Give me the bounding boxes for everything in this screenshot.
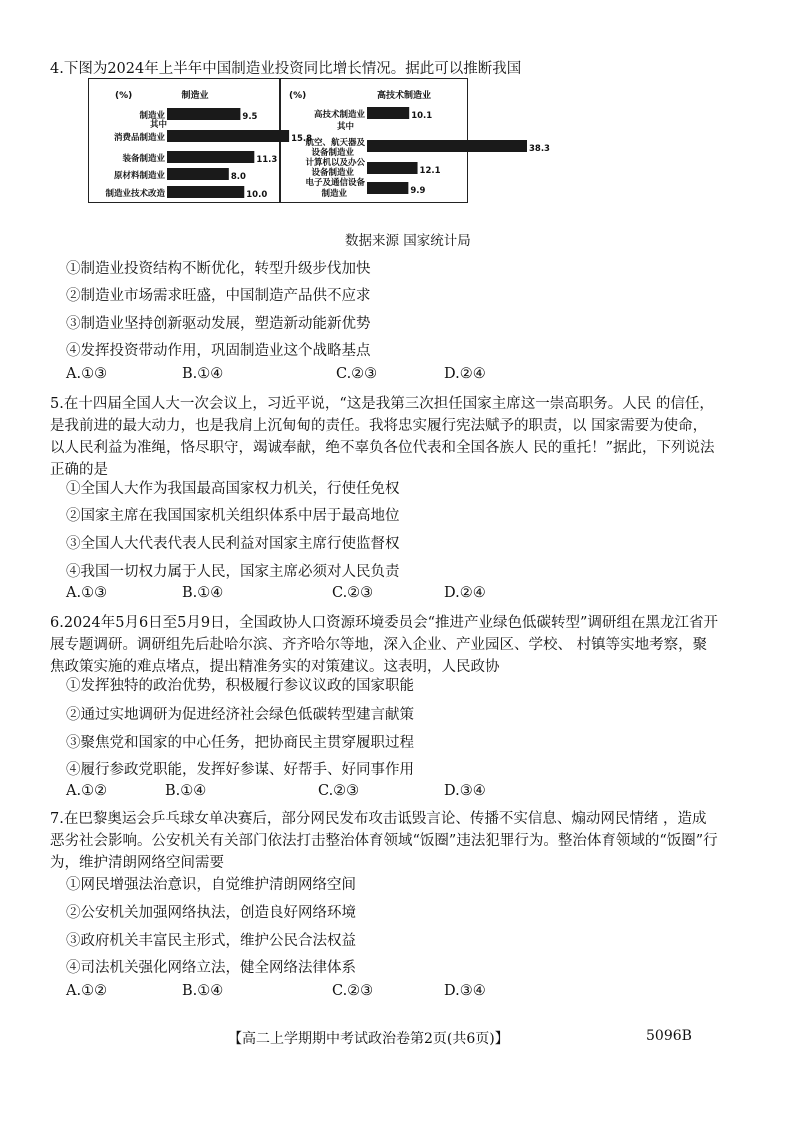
q7-option-1: ①网民增强法治意识，自觉维护清朗网络空间: [66, 877, 356, 893]
q6-choice-c[interactable]: C.②③: [318, 783, 360, 799]
q6-choice-a[interactable]: A.①②: [66, 783, 108, 799]
right-bar-0: [367, 107, 409, 119]
q6-stem: 6.2024年5月6日至5月9日，全国政协人口资源环境委员会“推进产业绿色低碳转型”调研组在黑龙江省开展专题调研。调研组先后赴哈尔滨、齐齐哈尔等地，深入企业、产业园区、学校、 村镇等实地考察，聚焦政策实施的难点堵点，提出精准务实的对策建议。这表明，人民政协: [50, 615, 718, 675]
q5-option-4: ④我国一切权力属于人民，国家主席必须对人民负责: [66, 564, 400, 580]
q5-choice-a[interactable]: A.①③: [66, 585, 108, 601]
right-cat-3-line1: 电子及通信设备: [305, 178, 365, 188]
right-cat-1-line1: 航空、航天器及: [305, 138, 365, 148]
q5-stem: 5.在十四届全国人大一次会议上，习近平说，“这是我第三次担任国家主席这一崇高职务。人民 的信任，是我前进的最大动力，也是我肩上沉甸甸的责任。我将忠实履行宪法赋予的职责，以 国家需要为使命，以人民利益为准绳，恪尽职守，竭诚奉献，绝不辜负各位代表和全国各族人 民的重托！”据此，下列说法正确的是: [50, 396, 715, 478]
right-bar-1: [367, 140, 527, 152]
q4-option-2: ②制造业市场需求旺盛，中国制造产品供不应求: [66, 288, 371, 304]
q4-choice-a[interactable]: A.①③: [66, 366, 108, 382]
right-value-2: 12.1: [419, 166, 441, 176]
right-unit-label: (%): [289, 91, 307, 101]
q4-stem: 4.下图为2024年上半年中国制造业投资同比增长情况。据此可以推断我国: [50, 61, 522, 77]
right-cat-2-line1: 计算机以及办公: [305, 158, 365, 168]
left-value-1: 15.8: [291, 134, 313, 144]
q4-choice-d[interactable]: D.②④: [444, 366, 486, 382]
q6-option-2: ②通过实地调研为促进经济社会绿色低碳转型建言献策: [66, 707, 414, 723]
right-value-1: 38.3: [529, 144, 550, 154]
right-bar-3: [367, 182, 408, 194]
right-cat-0: 高技术制造业: [313, 110, 365, 120]
left-bar-1: [167, 130, 289, 142]
left-bar-4: [167, 186, 244, 198]
q5-option-2: ②国家主席在我国国家机关组织体系中居于最高地位: [66, 508, 400, 524]
left-bar-2: [167, 151, 254, 163]
q6-choice-b[interactable]: B.①④: [165, 783, 207, 799]
q5-option-3: ③全国人大代表代表人民利益对国家主席行使监督权: [66, 536, 400, 552]
q5-choice-d[interactable]: D.②④: [444, 585, 486, 601]
footer-code: 5096B: [646, 1028, 692, 1044]
q7-stem: 7.在巴黎奥运会乒乓球女单决赛后，部分网民发布攻击诋毁言论、传播不实信息、煽动网民情绪 ，造成恶劣社会影响。公安机关有关部门依法打击整治体育领域“饭圈”违法犯罪行为。整治体育领域的“饭圈”行为，维护清朗网络空间需要: [50, 811, 718, 871]
left-value-3: 8.0: [230, 172, 246, 182]
left-cat-2: 装备制造业: [122, 154, 165, 164]
left-bar-3: [167, 168, 229, 180]
chart-svg: [89, 79, 550, 204]
right-bar-2: [367, 162, 418, 174]
right-cat-3-line2: 制造业: [321, 189, 347, 199]
q4-option-3: ③制造业坚持创新驱动发展，塑造新动能新优势: [66, 316, 371, 332]
q6-option-4: ④履行参政党职能，发挥好参谋、好帮手、好同事作用: [66, 762, 414, 778]
left-cat-0: 制造业: [139, 111, 165, 121]
q6-option-3: ③聚焦党和国家的中心任务，把协商民主贯穿履职过程: [66, 735, 414, 751]
left-panel-title: 制造业: [181, 91, 209, 101]
q7-choice-b[interactable]: B.①④: [182, 983, 224, 999]
q4-option-1: ①制造业投资结构不断优化，转型升级步伐加快: [66, 261, 371, 277]
q7-option-3: ③政府机关丰富民主形式，维护公民合法权益: [66, 933, 356, 949]
right-cat-1-line2: 设备制造业: [311, 148, 354, 158]
right-panel-title: 高技术制造业: [376, 91, 432, 101]
right-value-0: 10.1: [411, 111, 433, 121]
q4-choice-b[interactable]: B.①④: [182, 366, 224, 382]
q6-option-1: ①发挥独特的政治优势，积极履行参议议政的国家职能: [66, 678, 414, 694]
right-value-3: 9.9: [410, 186, 426, 196]
left-cat-1: 消费品制造业: [113, 133, 165, 143]
left-value-2: 11.3: [256, 155, 278, 165]
chart-source: 数据来源 国家统计局: [345, 233, 471, 249]
q5-choice-b[interactable]: B.①④: [182, 585, 224, 601]
q6-choice-d[interactable]: D.③④: [444, 783, 486, 799]
left-value-4: 10.0: [246, 190, 268, 200]
left-cat-4: 制造业技术改造: [105, 189, 165, 199]
right-subheader: 其中: [336, 122, 354, 132]
left-subheader: 其中: [149, 120, 167, 130]
left-value-0: 9.5: [242, 112, 258, 122]
q4-chart: [88, 78, 550, 203]
q5-option-1: ①全国人大作为我国最高国家权力机关，行使任免权: [66, 481, 400, 497]
q4-option-4: ④发挥投资带动作用，巩固制造业这个战略基点: [66, 343, 371, 359]
left-cat-3: 原材料制造业: [113, 171, 165, 181]
left-unit-label: (%): [115, 91, 133, 101]
footer-title: 【高二上学期期中考试政治卷第2页(共6页)】: [228, 1031, 509, 1047]
q4-choice-c[interactable]: C.②③: [336, 366, 378, 382]
q7-choice-a[interactable]: A.①②: [66, 983, 108, 999]
q7-choice-d[interactable]: D.③④: [444, 983, 486, 999]
right-cat-2-line2: 设备制造业: [311, 168, 354, 178]
q7-choice-c[interactable]: C.②③: [332, 983, 374, 999]
q5-choice-c[interactable]: C.②③: [332, 585, 374, 601]
q7-option-4: ④司法机关强化网络立法，健全网络法律体系: [66, 960, 356, 976]
q7-option-2: ②公安机关加强网络执法，创造良好网络环境: [66, 905, 356, 921]
left-bar-0: [167, 108, 240, 120]
